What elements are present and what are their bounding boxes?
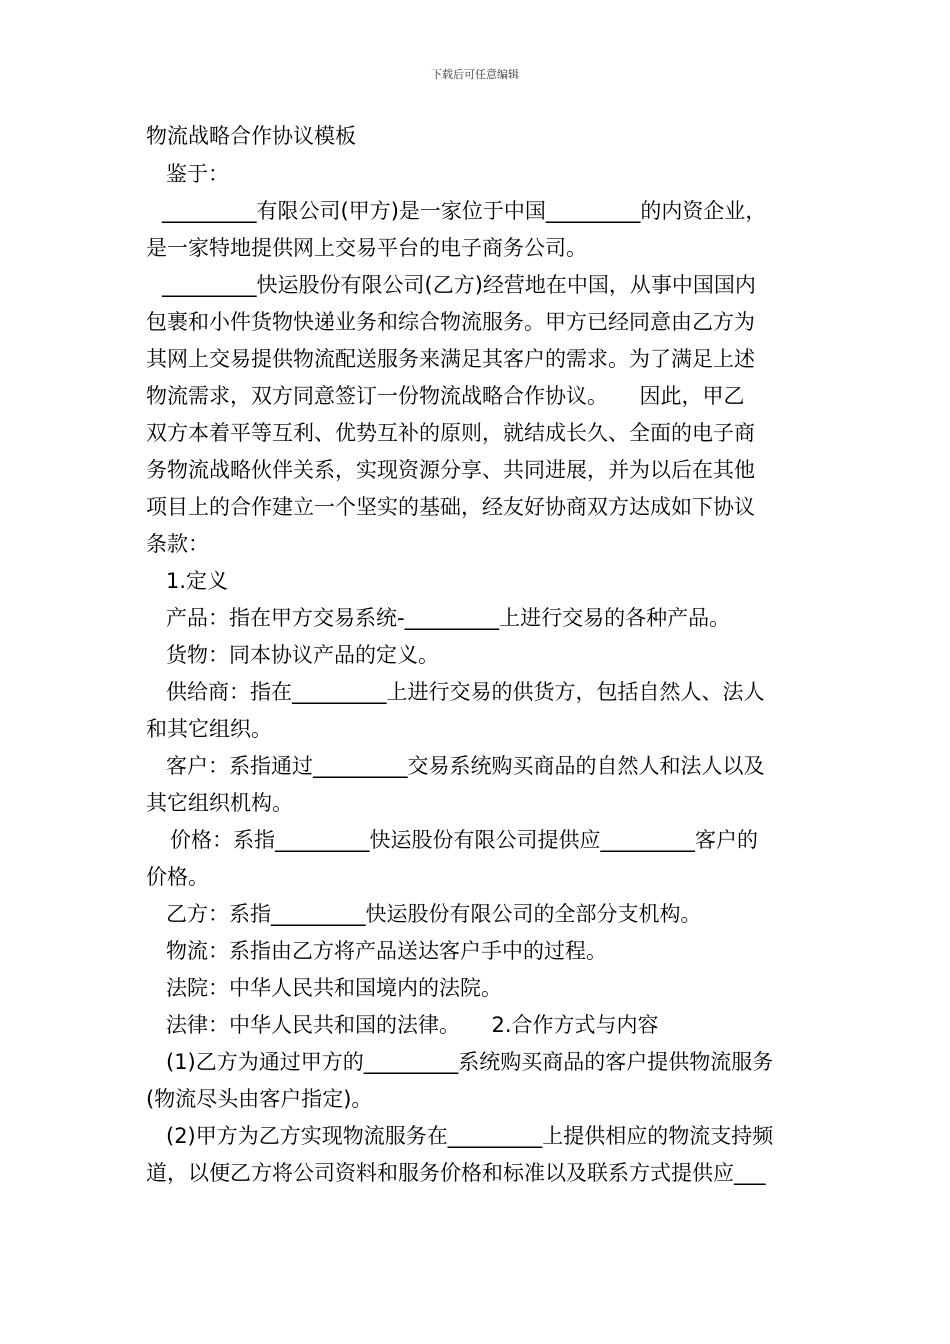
definition-line: 法律：中华人民共和国的法律。 2.合作方式与内容 (166, 1013, 659, 1037)
paragraph-line: 条款： (146, 532, 209, 556)
paragraph-line: 是一家特地提供网上交易平台的电子商务公司。 (146, 236, 587, 260)
clause-line: (1)乙方为通过甲方的_________系统购买商品的客户提供物流服务 (166, 1050, 774, 1074)
definition-line: 和其它组织。 (146, 717, 272, 741)
definition-line: 货物：同本协议产品的定义。 (166, 643, 439, 667)
clause-line: 道，以便乙方将公司资料和服务价格和标准以及联系方式提供应___ (146, 1161, 766, 1185)
definition-line: 物流：系指由乙方将产品送达客户手中的过程。 (166, 939, 607, 963)
paragraph-line: 包裹和小件货物快递业务和综合物流服务。甲方已经同意由乙方为 (146, 310, 755, 334)
clause-line: (物流尽头由客户指定)。 (146, 1087, 373, 1111)
paragraph-line: 双方本着平等互利、优势互补的原则，就结成长久、全面的电子商 (146, 421, 755, 445)
definition-line: 供给商：指在_________上进行交易的供货方，包括自然人、法人 (166, 680, 765, 704)
definition-line: 客户：系指通过_________交易系统购买商品的自然人和法人以及 (166, 754, 765, 778)
document-body (146, 116, 806, 1192)
page-header: 下载后可任意编辑 (431, 68, 519, 81)
paragraph-line: 其网上交易提供物流配送服务来满足其客户的需求。为了满足上述 (146, 347, 755, 371)
definition-line: 法院：中华人民共和国境内的法院。 (166, 976, 502, 1000)
clause-line: (2)甲方为乙方实现物流服务在_________上提供相应的物流支持频 (166, 1124, 774, 1148)
paragraph-line: 务物流战略伙伴关系，实现资源分享、共同进展，并为以后在其他 (146, 458, 755, 482)
section-heading: 1.定义 (166, 569, 229, 593)
paragraph-line: 鉴于： (166, 162, 229, 186)
paragraph-line: _________快运股份有限公司(乙方)经营地在中国，从事中国国内 (162, 273, 756, 297)
paragraph-line: 物流需求，双方同意签订一份物流战略合作协议。 因此，甲乙 (146, 384, 745, 408)
definition-line: 其它组织机构。 (146, 791, 293, 815)
paragraph-line: _________有限公司(甲方)是一家位于中国_________的内资企业， (162, 199, 767, 223)
definition-line: 价格：系指_________快运股份有限公司提供应_________客户的 (170, 828, 758, 852)
document-title: 物流战略合作协议模板 (146, 124, 356, 148)
definition-line: 乙方：系指_________快运股份有限公司的全部分支机构。 (166, 902, 702, 926)
definition-line: 价格。 (146, 865, 209, 889)
definition-line: 产品：指在甲方交易系统-_________上进行交易的各种产品。 (166, 606, 731, 630)
paragraph-line: 项目上的合作建立一个坚实的基础，经友好协商双方达成如下协议 (146, 495, 755, 519)
